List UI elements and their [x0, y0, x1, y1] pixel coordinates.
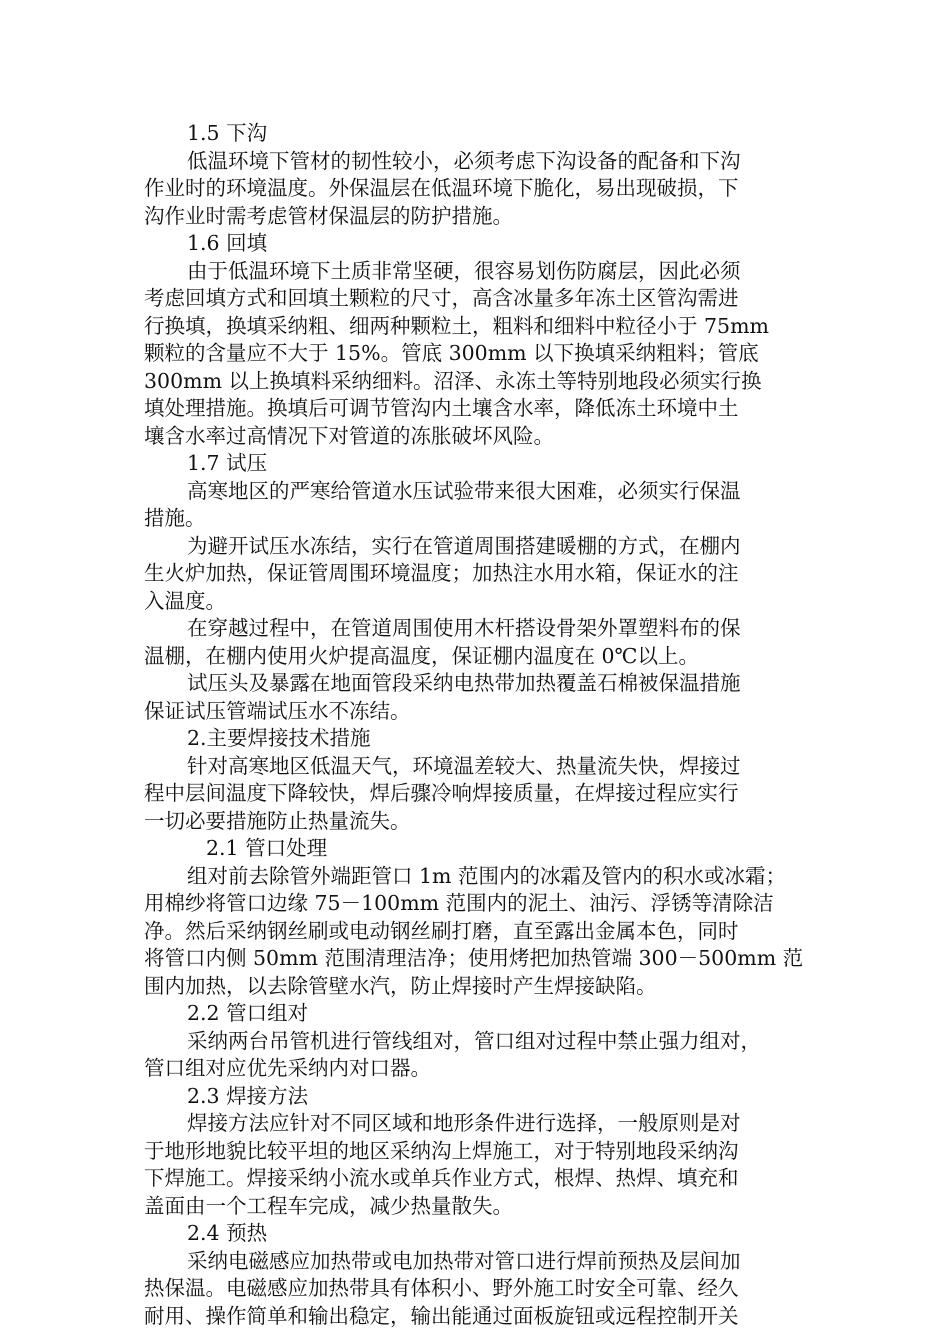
paragraph [144, 1110, 806, 1220]
text-line: 措施。 [144, 506, 206, 530]
section-heading [144, 725, 806, 753]
text-line: 净。然后采纳钢丝刷或电动钢丝刷打磨，直至露出金属本色，同时 [144, 918, 739, 943]
text-line: 试压头及暴露在地面管段采纳电热带加热覆盖石棉被保温措施 [187, 671, 741, 695]
paragraph [144, 615, 806, 670]
paragraph [144, 1028, 806, 1083]
text-line: 填处理措施。换填后可调节管沟内土壤含水率，降低冻土环境中土 [144, 396, 739, 420]
section-heading [144, 120, 806, 148]
paragraph [144, 1248, 806, 1331]
text-line: 1.6 回填 [187, 231, 268, 255]
text-line: 行换填，换填采纳粗、细两种颗粒土，粗料和细料中粒径小于 75mm [144, 313, 769, 338]
paragraph [144, 863, 806, 1001]
text-line: 1.5 下沟 [187, 121, 268, 145]
text-line: 耐用、操作简单和输出稳定，输出能通过面板旋钮或远程控制开关 [144, 1303, 739, 1328]
text-line: 程中层间温度下降较快，焊后骤冷响焊接质量，在焊接过程应实行 [144, 781, 739, 805]
text-line: 组对前去除管外端距管口 1m 范围内的冰霜及管内的积水或冰霜； [187, 863, 787, 888]
text-line: 沟作业时需考虑管材保温层的防护措施。 [144, 203, 513, 228]
section-heading [144, 450, 806, 478]
text-line: 2.1 管口处理 [206, 836, 328, 860]
text-line: 由于低温环境下土质非常坚硬，很容易划伤防腐层，因此必须 [187, 258, 741, 283]
section-heading [144, 835, 806, 863]
paragraph [144, 533, 806, 616]
text-line: 2.2 管口组对 [187, 1001, 309, 1025]
text-line: 在穿越过程中，在管道周围使用木杆搭设骨架外罩塑料布的保 [187, 616, 741, 640]
text-line: 热保温。电磁感应加热带具有体积小、野外施工时安全可靠、经久 [144, 1276, 739, 1300]
text-line: 考虑回填方式和回填土颗粒的尺寸，高含冰量多年冻土区管沟需进 [144, 286, 739, 310]
text-line: 一切必要措施防止热量流失。 [144, 808, 411, 833]
text-line: 颗粒的含量应不大于 15%。管底 300mm 以下换填采纳粗料；管底 [144, 341, 759, 365]
document-page [144, 120, 806, 1330]
paragraph [144, 478, 806, 533]
text-line: 保证试压管端试压水不冻结。 [144, 698, 411, 723]
text-line: 盖面由一个工程车完成，减少热量散失。 [144, 1193, 513, 1218]
text-line: 温棚，在棚内使用火炉提高温度，保证棚内温度在 0℃以上。 [144, 643, 699, 668]
paragraph [144, 258, 806, 451]
section-heading [144, 1220, 806, 1248]
text-line: 将管口内侧 50mm 范围清理洁净；使用烤把加热管端 300－500mm 范 [144, 946, 804, 970]
text-line: 300mm 以上换填料采纳细料。沼泽、永冻土等特别地段必须实行换 [144, 368, 762, 393]
text-line: 于地形地貌比较平坦的地区采纳沟上焊施工，对于特别地段采纳沟 [144, 1138, 739, 1163]
text-line: 作业时的环境温度。外保温层在低温环境下脆化，易出现破损，下 [144, 176, 739, 200]
text-line: 采纳电磁感应加热带或电加热带对管口进行焊前预热及层间加 [187, 1248, 741, 1273]
text-line: 生火炉加热，保证管周围环境温度；加热注水用水箱，保证水的注 [144, 561, 739, 585]
section-heading [144, 230, 806, 258]
paragraph [144, 670, 806, 725]
text-line: 围内加热，以去除管壁水汽，防止焊接时产生焊接缺陷。 [144, 973, 657, 998]
text-line: 管口组对应优先采纳内对口器。 [144, 1056, 431, 1080]
section-heading [144, 1083, 806, 1111]
text-line: 为避开试压水冻结，实行在管道周围搭建暖棚的方式，在棚内 [187, 533, 741, 558]
text-line: 1.7 试压 [187, 451, 268, 475]
text-line: 2.主要焊接技术措施 [187, 726, 371, 750]
text-line: 高寒地区的严寒给管道水压试验带来很大困难，必须实行保温 [187, 478, 741, 503]
paragraph [144, 148, 806, 231]
text-line: 低温环境下管材的韧性较小，必须考虑下沟设备的配备和下沟 [187, 148, 741, 173]
text-line: 采纳两台吊管机进行管线组对，管口组对过程中禁止强力组对， [187, 1028, 761, 1053]
text-line: 针对高寒地区低温天气，环境温差较大、热量流失快，焊接过 [187, 753, 741, 778]
text-line: 用棉纱将管口边缘 75－100mm 范围内的泥土、油污、浮锈等清除洁 [144, 891, 774, 915]
text-line: 壤含水率过高情况下对管道的冻胀破坏风险。 [144, 423, 554, 448]
text-line: 入温度。 [144, 588, 226, 613]
section-heading [144, 1000, 806, 1028]
text-line: 2.4 预热 [187, 1221, 268, 1245]
text-line: 下焊施工。焊接采纳小流水或单兵作业方式，根焊、热焊、填充和 [144, 1166, 739, 1190]
text-line: 2.3 焊接方法 [187, 1083, 309, 1108]
paragraph [144, 753, 806, 836]
text-line: 焊接方法应针对不同区域和地形条件进行选择，一般原则是对 [187, 1111, 741, 1135]
